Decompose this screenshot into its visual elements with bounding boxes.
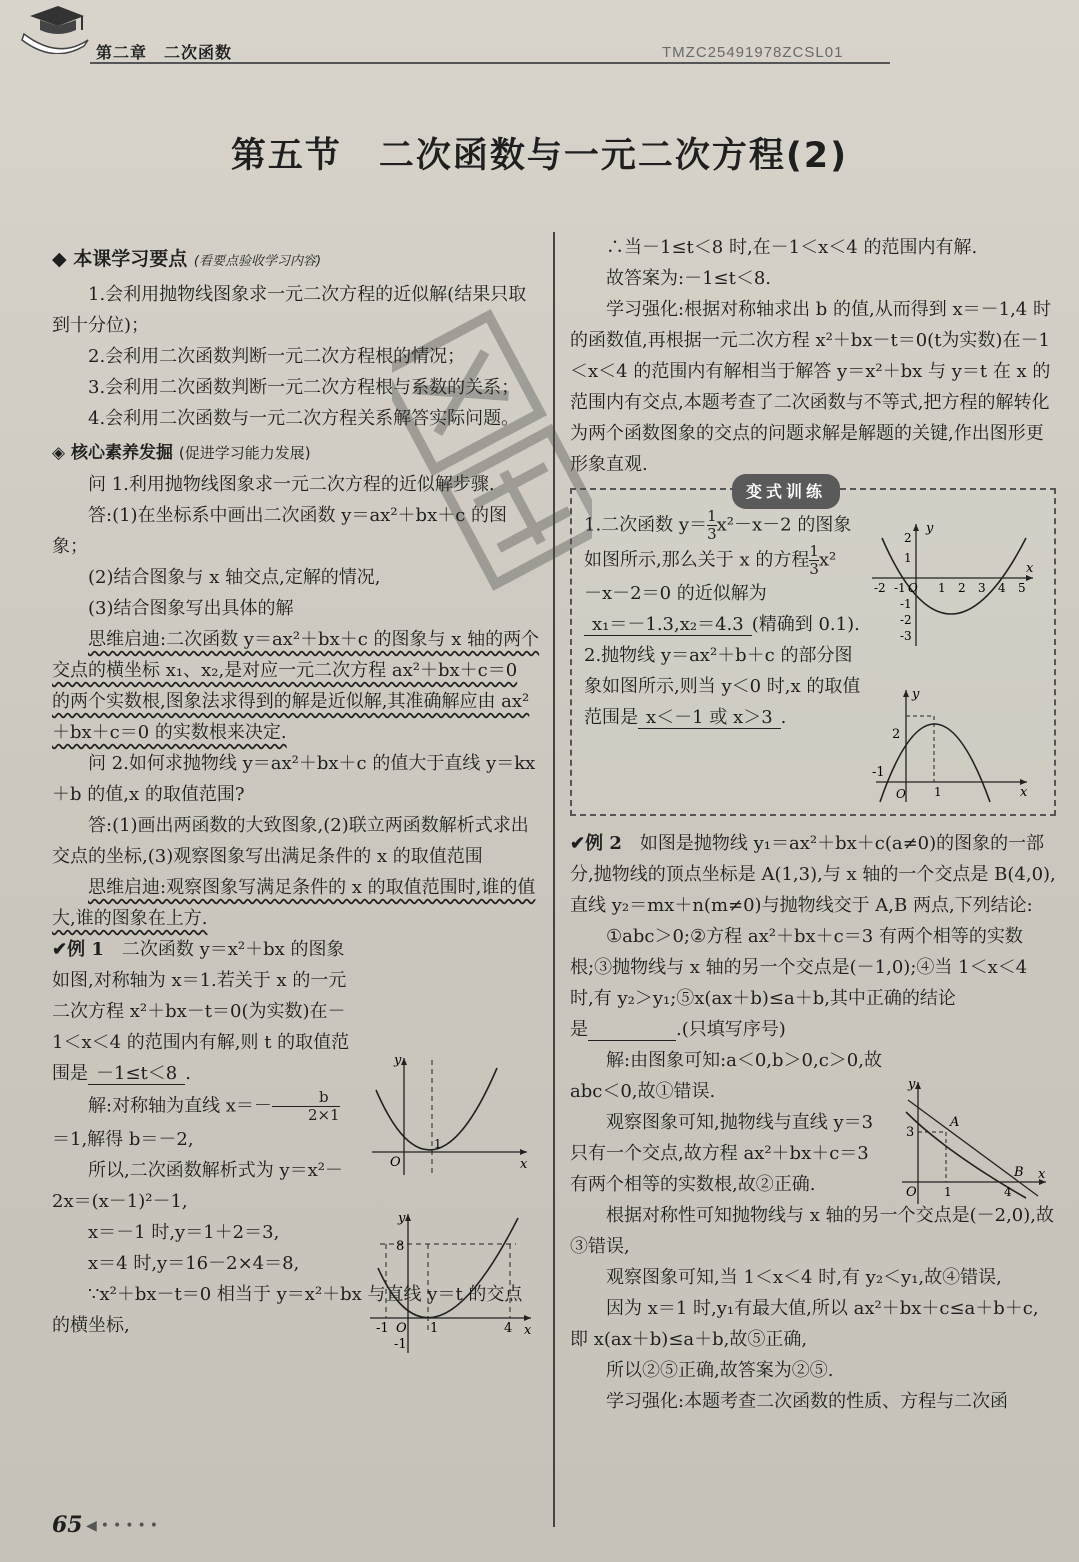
answer-2: 答:(1)画出两函数的大致图象,(2)联立两函数解析式求出交点的坐标,(3)观察图象写出满足条件的 x 的取值范围 (52, 815, 529, 867)
example-1-solution-end: ∵x²＋bx－t＝0 相当于 y＝x²＋bx 与直线 y＝t 的交点的横坐标, (52, 1284, 523, 1336)
graph-example-2 (898, 1078, 1050, 1208)
tick-label: -3 (900, 629, 912, 643)
section-title: 第五节 二次函数与一元二次方程(2) (230, 136, 849, 176)
point-label: A (950, 1115, 960, 1130)
tick-label: 1 (944, 1185, 952, 1199)
axis-label: y (926, 521, 934, 536)
question-1: 问 1.利用抛物线图象求一元二次方程的近似解步骤. (88, 474, 495, 495)
axis-label: x (1026, 561, 1034, 576)
tick-label: -1 (376, 1321, 389, 1336)
example-2-solution: 解:由图象可知:a＜0,b＞0,c＞0,故 abc＜0,故①错误. 观察图象可知,抛物线与直线 y＝3 只有一个交点,故方程 ax²＋bx＋c＝3 有两个相等的实数根,故②正确. (570, 1050, 882, 1195)
example-2-answer-blank (588, 1019, 676, 1041)
variant-2-answer: x＜－1 或 x＞3 (638, 707, 781, 729)
diamond-icon: ◆ (52, 248, 74, 270)
axis-label: x (524, 1323, 532, 1338)
axis-label: y (912, 687, 920, 702)
graph-variant-2 (872, 686, 1032, 806)
tick-label: -1 (872, 765, 885, 780)
axis-label: x (1038, 1167, 1046, 1182)
tick-label: 4 (998, 581, 1006, 595)
fraction: $\frac{b}{2\times 1}$ (272, 1089, 340, 1124)
core-literacy-heading: ◈ 核心素养发掘 (促进学习能力发展) (52, 443, 311, 463)
tick-label: 8 (396, 1239, 405, 1254)
diamond-icon: ◈ (52, 443, 71, 463)
tick-label: 3 (906, 1125, 915, 1140)
question-2: 问 2.如何求抛物线 y＝ax²＋bx＋c 的值大于直线 y＝kx＋b 的值,x 的取值范围? (52, 753, 536, 805)
tick-label: -1 (900, 597, 912, 611)
check-icon: ✔ (52, 939, 68, 960)
tick-label: 1 (434, 1137, 442, 1151)
chapter-label: 第二章 二次函数 (96, 43, 233, 62)
tick-label: 4 (1004, 1185, 1012, 1199)
tick-label: 2 (904, 531, 912, 545)
point-label: B (1014, 1165, 1024, 1180)
origin-label: O (906, 1185, 917, 1200)
example-1-answer: －1≤t＜8 (88, 1063, 185, 1085)
header-rule (90, 62, 890, 64)
tick-label: 1 (934, 785, 942, 799)
page-number-dots: ◀••••• (86, 1518, 163, 1534)
tick-label: 5 (1018, 581, 1026, 595)
answer-1b: (2)结合图象与 x 轴交点,定解的情况, (88, 567, 381, 588)
origin-label: O (396, 1321, 407, 1336)
column-divider (553, 232, 555, 1527)
book-code: TMZC25491978ZCSL01 (662, 44, 844, 61)
variant-training-badge: 变式训练 (732, 474, 840, 509)
tick-label: -1 (394, 1337, 407, 1352)
axis-label: y (908, 1078, 916, 1092)
example-2: ✔例 2 如图是抛物线 y₁＝ax²＋bx＋c(a≠0)的图象的一部分,抛物线的顶点坐标是 A(1,3),与 x 轴的一个交点是 B(4,0),直线 y₂＝mx＋n(m≠0)与抛物线交于 A,B 两点,下列结论: (570, 833, 1056, 916)
answer-1: 答:(1)在坐标系中画出二次函数 y＝ax²＋bx＋c 的图象； (52, 505, 508, 557)
variant-1: 1.二次函数 y＝ $\frac{1}{3}$ x²－x－2 的图象如图所示,那么关于 x 的方程 $\frac{1}{3}$ x²－x－2＝0 的近似解为 (584, 507, 852, 604)
axis-label: y (394, 1053, 402, 1068)
origin-label: O (896, 787, 906, 801)
graph-variant-1 (868, 520, 1038, 650)
page-header (0, 0, 1079, 70)
tick-label: -2 (874, 581, 886, 595)
graduation-cap-icon (18, 2, 90, 54)
tick-label: -2 (900, 613, 912, 627)
tick-label: 2 (958, 581, 966, 595)
right-column: ∴当－1≤t＜8 时,在－1＜x＜4 的范围内有解. 故答案为:－1≤t＜8. 学习强化:根据对称轴求出 b 的值,从而得到 x＝－1,4 时的函数值,再根据一元二次方程 x²＋bx－t＝0(t为实数)在－1＜x＜4 的范围内有解相当于解答 y＝x²＋bx 与 y＝t 在 x 的范围内有交点,本题考查了二次函数与不等式,把方程的解转化为两个函数图象的交点的问题求解是解题的关键,作出图形更形象直观. 变式训练 1.二次函数 y＝ $\frac{1}{3}$ x²－x－2 的图象如图所示,那么关于 x 的方程 $\frac{1}{3}$ x²－x－2＝0 的近似解为 x₁＝－1.3,x₂＝4.3 (精确到 0.1). 2.抛物线 y＝ax²＋b＋c 的部分图象如图所示,则当 y＜0 时,x 的取值范围是 x＜－1 或 x＞3 . ✔例 2 如图是抛物线 y₁＝ax²＋bx＋c(a≠0)的图象的一部分,抛物线的顶点坐标是 A(1,3),与 x 轴的一个交点是 B(4,0),直线 y₂＝mx＋n(m≠0)与抛物线交于 A,B 两点,下列结论: ①abc＞0;②方程 ax²＋bx＋c＝3 有两个相等的实数根;③抛物线与 x 轴的另一个交点是(－1,0);④当 1＜x＜4 时,有 y₂＞y₁;⑤x(ax＋b)≤a＋b,其中正确的结论是 .(只填写序号) 解:由图象可知:a＜0,b＞0,c＞0,故 abc＜0,故①错误. 观察图象可知,抛物线与直线 y＝3 只有一个交点,故方程 ax²＋bx＋c＝3 有两个相等的实数根,故②正确. 根据对称性可知抛物线与 x 轴的另一个交点是(－2,0),故③错误, 观察图象可知,当 1＜x＜4 时,有 y₂＜y₁,故④错误, 因为 x＝1 时,y₁有最大值,所以 ax²＋bx＋c≤a＋b＋c,即 x(ax＋b)≤a＋b,故⑤正确, 所以②⑤正确,故答案为②⑤. 学习强化:本题考查二次函数的性质、方程与二次函 (570, 237, 1056, 1412)
variant-training-box: 变式训练 1.二次函数 y＝ $\frac{1}{3}$ x²－x－2 的图象如图所示,那么关于 x 的方程 $\frac{1}{3}$ x²－x－2＝0 的近似解为 x₁＝－1.3,x₂＝4.3 (精确到 0.1). 2.抛物线 y＝ax²＋b＋c 的部分图象如图所示,则当 y＜0 时,x 的取值范围是 x＜－1 或 x＞3 . (570, 488, 1056, 816)
point-2: 2.会利用二次函数判断一元二次方程根的情况； (88, 346, 466, 367)
variant-1-answer: x₁＝－1.3,x₂＝4.3 (584, 614, 752, 636)
tick-label: 1 (904, 551, 912, 565)
tick-label: 2 (892, 727, 901, 742)
point-1: 1.会利用抛物线图象求一元二次方程的近似解(结果只取到十分位)； (52, 284, 527, 336)
check-icon: ✔ (570, 833, 586, 854)
axis-label: x (1020, 785, 1028, 800)
page-number: 65 (52, 1512, 83, 1538)
tick-label: 1 (430, 1321, 439, 1336)
origin-label: O (390, 1155, 401, 1170)
tick-label: -1 (894, 581, 906, 595)
thinking-hint-2: 思维启迪:观察图象写满足条件的 x 的取值范围时,谁的值大,谁的图象在上方. (52, 877, 536, 929)
study-points-heading: ◆ 本课学习要点 (看要点验收学习内容) (52, 248, 322, 270)
variant-2: 2.抛物线 y＝ax²＋b＋c 的部分图象如图所示,则当 y＜0 时,x 的取值范围是 x＜－1 或 x＞3 . (584, 645, 861, 728)
tick-label: 4 (504, 1321, 513, 1336)
example-1-solution: 解:对称轴为直线 x＝－ $\frac{b}{2\times 1}$ ＝1,解得 b＝－2, 所以,二次函数解析式为 y＝x²－2x＝(x－1)²－1, x＝－1 时,y＝1＋2＝3, x＝4 时,y＝16－2×4＝8, (52, 1088, 343, 1274)
study-reinforcement: 学习强化:根据对称轴求出 b 的值,从而得到 x＝－1,4 时的函数值,再根据一元二次方程 x²＋bx－t＝0(t为实数)在－1＜x＜4 的范围内有解相当于解答 y＝x²＋bx 与 y＝t 在 x 的范围内有交点,本题考查了二次函数与不等式,把方程的解转化为两个函数图象的交点的问题求解是解题的关键,作出图形更形象直观. (570, 299, 1051, 475)
point-3: 3.会利用二次函数判断一元二次方程根与系数的关系； (88, 377, 520, 398)
example-1: ✔例 1 二次函数 y＝x²＋bx 的图象如图,对称轴为 x＝1.若关于 x 的一元二次方程 x²＋bx－t＝0(为实数)在－1＜x＜4 的范围内有解,则 t 的取值范围是 －1≤t＜8 . (52, 939, 350, 1084)
point-4: 4.会利用二次函数与一元二次方程关系解答实际问题。 (88, 408, 520, 429)
axis-label: y (398, 1211, 406, 1226)
tick-label: 3 (978, 581, 986, 595)
origin-label: O (908, 581, 918, 595)
axis-label: x (520, 1157, 528, 1172)
tick-label: 1 (938, 581, 946, 595)
thinking-hint-1: 思维启迪:二次函数 y＝ax²＋bx＋c 的图象与 x 轴的两个交点的横坐标 x₁、x₂,是对应一元二次方程 ax²＋bx＋c＝0 的两个实数根,图象法求得到的解是近似解,其准确解应由 ax²＋bx＋c＝0 的实数根来决定. (52, 629, 540, 743)
answer-1c: (3)结合图象写出具体的解 (88, 598, 294, 619)
graph-solution-1 (366, 1208, 536, 1358)
graph-example-1 (362, 1050, 532, 1180)
